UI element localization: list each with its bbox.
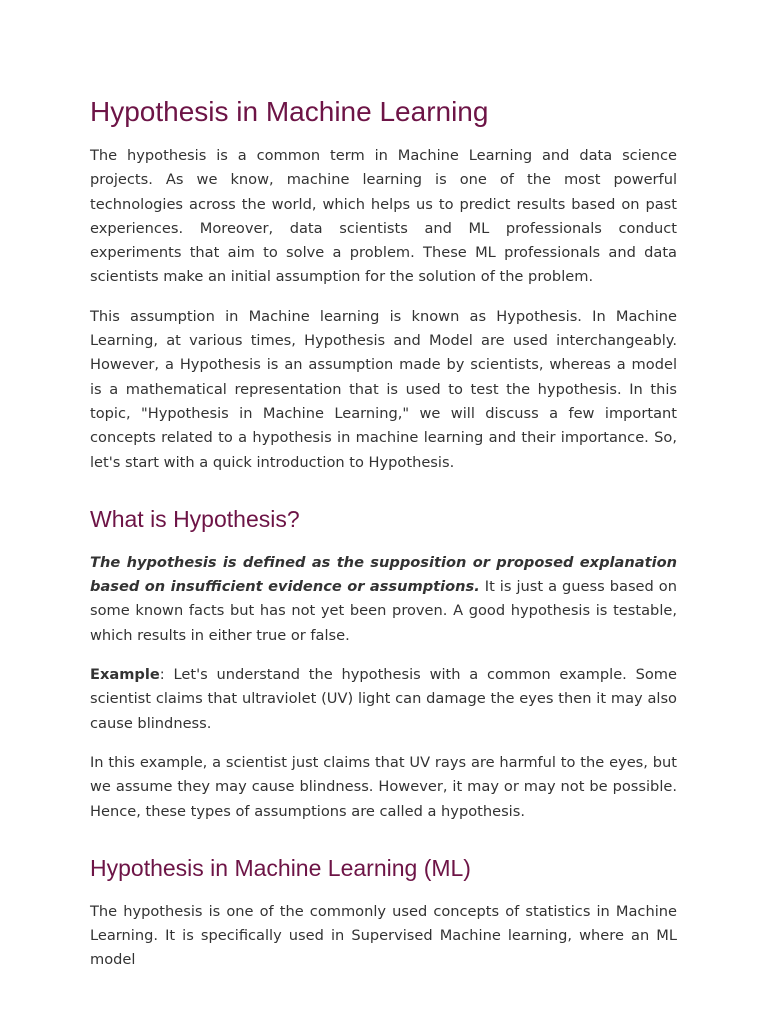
example-label: Example	[90, 666, 160, 684]
example-explanation-paragraph: In this example, a scientist just claims that UV rays are harmful to the eyes, but we assume they may cause blindness. However, it may or may not be possible. Hence, these types of assumptions are called a hypothesis.	[90, 753, 677, 820]
intro-paragraph-2: This assumption in Machine learning is known as Hypothesis. In Machine Learning, at various times, Hypothesis and Model are used interchangeably. However, a Hypothesis is an assumption made by scientists, whereas a model is a mathematical representation that is used to test the hypothesis. In this topic, "Hypothesis in Machine Learning," we will discuss a few important concepts related to a hypothesis in machine learning and their importance. So, let's start with a quick introduction to Hypothesis.	[90, 307, 677, 471]
example-paragraph	[90, 663, 677, 736]
definition-emphasis: The hypothesis is defined as the supposition or proposed explanation based on insufficient evidence or assumptions.	[90, 553, 677, 596]
ml-paragraph-1: The hypothesis is one of the commonly used concepts of statistics in Machine Learning. It is specifically used in Supervised Machine learning, where an ML model	[90, 902, 677, 969]
intro-paragraph-1: The hypothesis is a common term in Machine Learning and data science projects. As we know, machine learning is one of the most powerful technologies across the world, which helps us to predict results based on past experiences. Moreover, data scientists and ML professionals conduct experiments that aim to solve a problem. These ML professionals and data scientists make an initial assumption for the solution of the problem.	[90, 147, 677, 286]
document-page	[90, 92, 677, 973]
section-heading-hypothesis-in-ml: Hypothesis in Machine Learning (ML)	[90, 854, 471, 881]
example-text: : Let's understand the hypothesis with a common example. Some scientist claims that ultraviolet (UV) light can damage the eyes then it may also cause blindness.	[90, 666, 677, 732]
page-title: Hypothesis in Machine Learning	[90, 96, 489, 127]
definition-text: It is just a guess based on some known facts but has not yet been proven. A good hypothesis is testable, which results in either true or false.	[90, 578, 677, 644]
section-heading-what-is-hypothesis: What is Hypothesis?	[90, 505, 300, 532]
definition-paragraph	[90, 551, 677, 648]
